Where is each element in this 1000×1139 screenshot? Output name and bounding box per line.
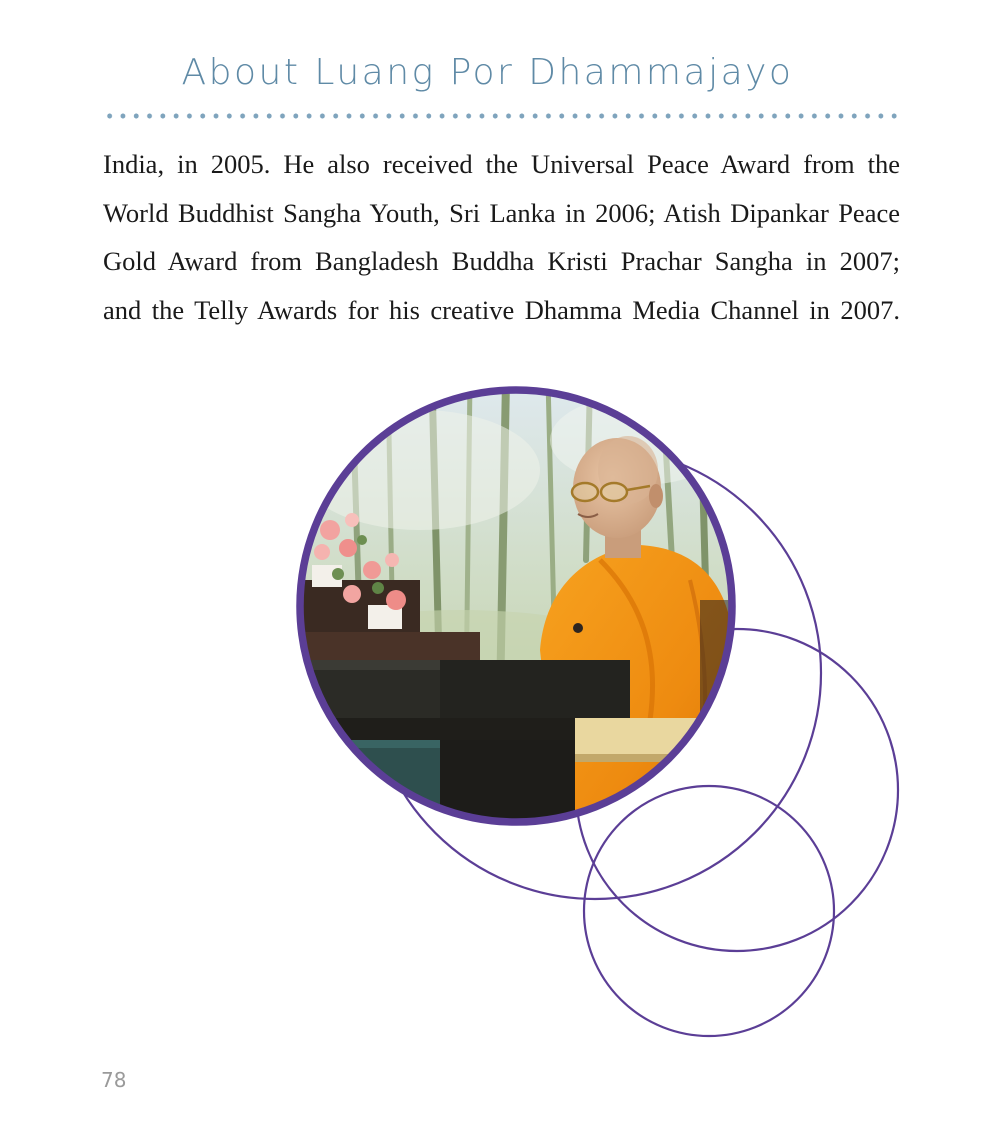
- paragraph-line: and the Telly Awards for his creative Dhamma Media Channel in 2007.: [103, 294, 900, 325]
- paragraph-line: Gold Award from Bangladesh Buddha Kristi Prachar Sangha in 2007;: [103, 246, 900, 276]
- monk-photo: [290, 380, 750, 840]
- paragraph-line: India, in 2005. He also received the Universal Peace Award from the: [103, 149, 900, 179]
- page-title: About Luang Por Dhammajayo: [181, 52, 794, 93]
- paragraph-line: World Buddhist Sangha Youth, Sri Lanka in 2006; Atish Dipankar Peace: [103, 197, 900, 228]
- decorative-ring: [584, 786, 834, 1036]
- page-number: 78: [101, 1068, 127, 1092]
